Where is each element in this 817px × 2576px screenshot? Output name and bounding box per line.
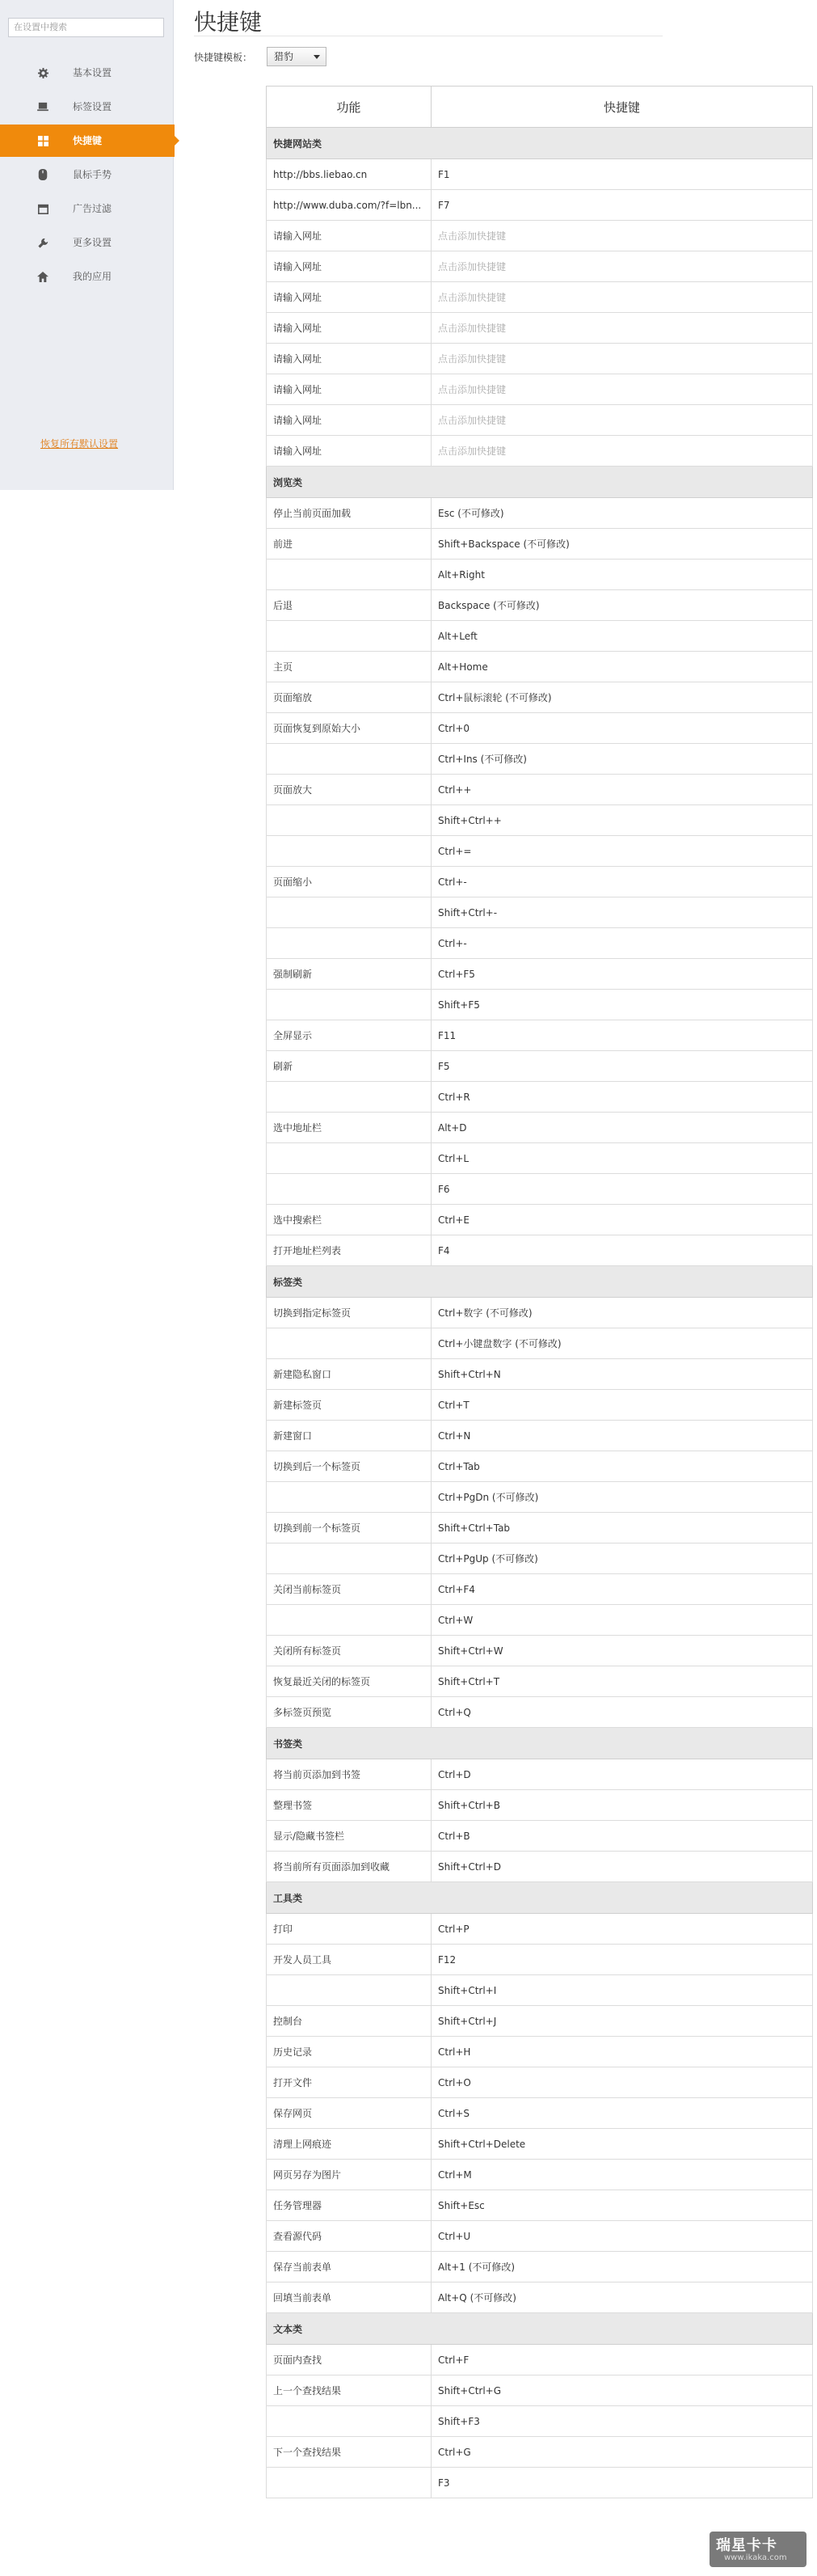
calendar-icon: [37, 203, 48, 214]
table-row: [267, 313, 813, 344]
function-cell: 新建窗口: [267, 1421, 432, 1451]
shortcut-cell[interactable]: 点击添加快捷键: [432, 282, 813, 313]
table-row: [267, 1359, 813, 1390]
table-row: [267, 1666, 813, 1697]
function-cell: 新建标签页: [267, 1390, 432, 1421]
table-row: [267, 959, 813, 990]
table-row: [267, 652, 813, 682]
shortcut-cell[interactable]: Shift+Ctrl+Tab: [432, 1513, 813, 1543]
table-row: [267, 190, 813, 221]
shortcut-cell[interactable]: Ctrl+-: [432, 867, 813, 897]
table-row: [267, 1945, 813, 1975]
function-cell: [267, 1143, 432, 1174]
table-row: [267, 498, 813, 529]
table-row: [267, 1451, 813, 1482]
page-title: 快捷键: [194, 9, 263, 36]
table-row: [267, 2221, 813, 2252]
function-cell: 恢复最近关闭的标签页: [267, 1666, 432, 1697]
shortcut-cell[interactable]: Ctrl+-: [432, 928, 813, 959]
shortcut-cell[interactable]: Shift+Ctrl+B: [432, 1790, 813, 1821]
function-cell: 多标签页预览: [267, 1697, 432, 1728]
table-row: [267, 1051, 813, 1082]
watermark-logo: [710, 2532, 806, 2567]
shortcut-cell[interactable]: Ctrl+Q: [432, 1697, 813, 1728]
function-cell: 关闭当前标签页: [267, 1574, 432, 1605]
category-label: 工具类: [267, 1882, 813, 1914]
table-row: [267, 159, 813, 190]
shortcut-cell[interactable]: Ctrl+S: [432, 2098, 813, 2129]
function-cell[interactable]: http://bbs.liebao.cn: [267, 159, 432, 190]
function-cell: 历史记录: [267, 2037, 432, 2067]
category-label: 标签类: [267, 1266, 813, 1298]
sidebar: [0, 0, 174, 490]
shortcut-cell[interactable]: Alt+Q (不可修改): [432, 2283, 813, 2313]
function-cell: 上一个查找结果: [267, 2375, 432, 2406]
category-row: [267, 2313, 813, 2345]
table-row: [267, 374, 813, 405]
shortcut-cell[interactable]: Esc (不可修改): [432, 498, 813, 529]
shortcut-cell[interactable]: Shift+Backspace (不可修改): [432, 529, 813, 560]
shortcut-cell[interactable]: Alt+D: [432, 1113, 813, 1143]
function-cell[interactable]: 请输入网址: [267, 313, 432, 344]
sidebar-item-3[interactable]: [0, 158, 173, 191]
sidebar-item-2[interactable]: [0, 125, 175, 157]
shortcut-cell[interactable]: Ctrl+H: [432, 2037, 813, 2067]
function-cell: 打开文件: [267, 2067, 432, 2098]
table-row: [267, 2129, 813, 2160]
shortcut-cell[interactable]: Shift+Ctrl+N: [432, 1359, 813, 1390]
function-cell: 切换到指定标签页: [267, 1298, 432, 1328]
function-cell: 回填当前表单: [267, 2283, 432, 2313]
shortcut-cell[interactable]: Ctrl+G: [432, 2437, 813, 2468]
table-row: [267, 897, 813, 928]
shortcut-cell[interactable]: F7: [432, 190, 813, 221]
shortcut-cell[interactable]: Ctrl+F4: [432, 1574, 813, 1605]
function-cell: [267, 1174, 432, 1205]
function-cell: 控制台: [267, 2006, 432, 2037]
home-icon: [37, 271, 48, 282]
function-cell: 切换到前一个标签页: [267, 1513, 432, 1543]
shortcut-cell[interactable]: Ctrl+鼠标滚轮 (不可修改): [432, 682, 813, 713]
function-cell: [267, 897, 432, 928]
table-row: [267, 2252, 813, 2283]
shortcut-cell[interactable]: Ctrl+P: [432, 1914, 813, 1945]
category-label: 浏览类: [267, 467, 813, 498]
table-row: [267, 867, 813, 897]
table-row: [267, 621, 813, 652]
function-cell: 选中地址栏: [267, 1113, 432, 1143]
table-row: [267, 251, 813, 282]
shortcut-cell[interactable]: F4: [432, 1235, 813, 1266]
function-cell: [267, 928, 432, 959]
shortcut-cell[interactable]: Shift+Ctrl+J: [432, 2006, 813, 2037]
restore-defaults-link[interactable]: 恢复所有默认设置: [40, 438, 119, 450]
table-row: [267, 1975, 813, 2006]
shortcut-cell[interactable]: Shift+F3: [432, 2406, 813, 2437]
table-row: [267, 1082, 813, 1113]
shortcut-cell[interactable]: 点击添加快捷键: [432, 405, 813, 436]
function-cell: [267, 560, 432, 590]
function-cell: 页面缩放: [267, 682, 432, 713]
table-row: [267, 713, 813, 744]
shortcut-cell[interactable]: Ctrl+0: [432, 713, 813, 744]
function-cell: [267, 1482, 432, 1513]
function-cell: 选中搜索栏: [267, 1205, 432, 1235]
shortcut-cell[interactable]: Ctrl+PgUp (不可修改): [432, 1543, 813, 1574]
table-row: [267, 2190, 813, 2221]
function-cell: 停止当前页面加载: [267, 498, 432, 529]
function-cell: 刷新: [267, 1051, 432, 1082]
function-cell[interactable]: 请输入网址: [267, 436, 432, 467]
function-cell[interactable]: 请输入网址: [267, 251, 432, 282]
table-row: [267, 1852, 813, 1882]
shortcut-cell[interactable]: Ctrl+T: [432, 1390, 813, 1421]
function-cell: 页面内查找: [267, 2345, 432, 2375]
sidebar-item-label: 更多设置: [73, 237, 112, 248]
table-row: [267, 2006, 813, 2037]
gear-icon: [37, 67, 48, 78]
shortcut-cell[interactable]: F3: [432, 2468, 813, 2498]
shortcut-cell[interactable]: 点击添加快捷键: [432, 221, 813, 251]
sidebar-item-label: 基本设置: [73, 67, 112, 78]
shortcut-cell[interactable]: Alt+Left: [432, 621, 813, 652]
table-row: [267, 344, 813, 374]
grid-icon: [37, 135, 48, 146]
shortcut-cell[interactable]: Ctrl+F: [432, 2345, 813, 2375]
shortcut-cell[interactable]: 点击添加快捷键: [432, 374, 813, 405]
table-row: [267, 221, 813, 251]
table-row: [267, 805, 813, 836]
table-row: [267, 775, 813, 805]
sidebar-item-6[interactable]: [0, 260, 173, 293]
function-cell: [267, 1082, 432, 1113]
watermark-url: www.ikaka.com: [724, 2553, 787, 2562]
table-row: [267, 928, 813, 959]
shortcut-cell[interactable]: F11: [432, 1020, 813, 1051]
function-cell: [267, 836, 432, 867]
category-row: [267, 1266, 813, 1298]
shortcut-cell[interactable]: Shift+Ctrl+I: [432, 1975, 813, 2006]
table-row: [267, 1390, 813, 1421]
function-cell: [267, 1975, 432, 2006]
function-cell: [267, 2468, 432, 2498]
shortcut-cell[interactable]: Ctrl+M: [432, 2160, 813, 2190]
function-cell: 后退: [267, 590, 432, 621]
wrench-icon: [37, 237, 48, 248]
function-cell: 新建隐私窗口: [267, 1359, 432, 1390]
category-row: [267, 467, 813, 498]
chevron-down-icon: [314, 55, 320, 59]
sidebar-item-1[interactable]: [0, 91, 173, 123]
table-row: [267, 1914, 813, 1945]
shortcut-cell[interactable]: Ctrl+R: [432, 1082, 813, 1113]
function-cell: 全屏显示: [267, 1020, 432, 1051]
function-cell: [267, 1543, 432, 1574]
shortcut-cell[interactable]: 点击添加快捷键: [432, 344, 813, 374]
function-cell: 主页: [267, 652, 432, 682]
function-cell[interactable]: 请输入网址: [267, 405, 432, 436]
table-row: [267, 1205, 813, 1235]
table-row: [267, 1298, 813, 1328]
table-row: [267, 436, 813, 467]
shortcut-cell[interactable]: Ctrl+F5: [432, 959, 813, 990]
function-cell: 打开地址栏列表: [267, 1235, 432, 1266]
category-row: [267, 128, 813, 159]
function-cell: 清理上网痕迹: [267, 2129, 432, 2160]
shortcut-cell[interactable]: 点击添加快捷键: [432, 436, 813, 467]
table-row: [267, 1636, 813, 1666]
function-cell: 将当前所有页面添加到收藏: [267, 1852, 432, 1882]
function-cell[interactable]: 请输入网址: [267, 344, 432, 374]
shortcut-cell[interactable]: F12: [432, 1945, 813, 1975]
category-label: 文本类: [267, 2313, 813, 2345]
sidebar-item-label: 鼠标手势: [73, 169, 112, 180]
function-cell: [267, 621, 432, 652]
shortcut-cell[interactable]: Shift+Esc: [432, 2190, 813, 2221]
shortcut-cell[interactable]: Shift+F5: [432, 990, 813, 1020]
shortcut-cell[interactable]: Alt+Home: [432, 652, 813, 682]
header-function: 功能: [267, 87, 432, 128]
mouse-icon: [37, 169, 48, 180]
shortcut-cell[interactable]: Shift+Ctrl+D: [432, 1852, 813, 1882]
shortcut-cell[interactable]: Shift+Ctrl++: [432, 805, 813, 836]
template-select-value: 猎豹: [274, 51, 294, 62]
shortcut-cell[interactable]: Ctrl+Ins (不可修改): [432, 744, 813, 775]
function-cell: 网页另存为图片: [267, 2160, 432, 2190]
table-row: [267, 1113, 813, 1143]
function-cell: 关闭所有标签页: [267, 1636, 432, 1666]
function-cell: 下一个查找结果: [267, 2437, 432, 2468]
shortcut-cell[interactable]: Alt+1 (不可修改): [432, 2252, 813, 2283]
sidebar-item-label: 广告过滤: [73, 203, 112, 214]
function-cell: 打印: [267, 1914, 432, 1945]
table-row: [267, 590, 813, 621]
shortcut-cell[interactable]: F1: [432, 159, 813, 190]
table-row: [267, 1759, 813, 1790]
table-row: [267, 2345, 813, 2375]
table-row: [267, 560, 813, 590]
function-cell: 开发人员工具: [267, 1945, 432, 1975]
shortcut-cell[interactable]: Ctrl+O: [432, 2067, 813, 2098]
function-cell: [267, 2406, 432, 2437]
table-row: [267, 1790, 813, 1821]
shortcut-cell[interactable]: Ctrl+数字 (不可修改): [432, 1298, 813, 1328]
shortcut-cell[interactable]: Shift+Ctrl+T: [432, 1666, 813, 1697]
function-cell: 任务管理器: [267, 2190, 432, 2221]
watermark-text: 瑞星卡卡: [716, 2537, 777, 2554]
function-cell[interactable]: http://www.duba.com/?f=lbn...: [267, 190, 432, 221]
table-row: [267, 2067, 813, 2098]
function-cell: [267, 805, 432, 836]
function-cell: 保存当前表单: [267, 2252, 432, 2283]
table-row: [267, 2437, 813, 2468]
shortcut-cell[interactable]: Ctrl+W: [432, 1605, 813, 1636]
table-row: [267, 2283, 813, 2313]
table-row: [267, 2098, 813, 2129]
function-cell: [267, 744, 432, 775]
category-row: [267, 1882, 813, 1914]
function-cell: [267, 990, 432, 1020]
function-cell: [267, 1605, 432, 1636]
table-row: [267, 2037, 813, 2067]
table-row: [267, 1421, 813, 1451]
function-cell: 前进: [267, 529, 432, 560]
shortcut-cell[interactable]: Shift+Ctrl+G: [432, 2375, 813, 2406]
shortcut-cell[interactable]: Shift+Ctrl+Delete: [432, 2129, 813, 2160]
shortcut-cell[interactable]: Alt+Right: [432, 560, 813, 590]
table-row: [267, 529, 813, 560]
sidebar-item-5[interactable]: [0, 226, 173, 259]
table-row: [267, 1605, 813, 1636]
shortcut-cell[interactable]: F5: [432, 1051, 813, 1082]
function-cell: 将当前页添加到书签: [267, 1759, 432, 1790]
function-cell: 保存网页: [267, 2098, 432, 2129]
sidebar-item-0[interactable]: [0, 57, 173, 89]
sidebar-item-label: 标签设置: [73, 101, 112, 112]
shortcut-cell[interactable]: Ctrl+Tab: [432, 1451, 813, 1482]
shortcut-cell[interactable]: Shift+Ctrl+W: [432, 1636, 813, 1666]
shortcut-cell[interactable]: Ctrl+小键盘数字 (不可修改): [432, 1328, 813, 1359]
table-row: [267, 682, 813, 713]
shortcut-cell[interactable]: 点击添加快捷键: [432, 251, 813, 282]
table-row: [267, 744, 813, 775]
table-row: [267, 405, 813, 436]
header-shortcut: 快捷键: [432, 87, 813, 128]
category-row: [267, 1728, 813, 1759]
function-cell: 页面放大: [267, 775, 432, 805]
shortcut-cell[interactable]: Ctrl+L: [432, 1143, 813, 1174]
shortcut-cell[interactable]: Ctrl++: [432, 775, 813, 805]
table-row: [267, 1574, 813, 1605]
function-cell[interactable]: 请输入网址: [267, 221, 432, 251]
function-cell: 整理书签: [267, 1790, 432, 1821]
sidebar-item-label: 我的应用: [73, 271, 112, 282]
shortcut-table: [266, 86, 813, 2498]
table-row: [267, 1143, 813, 1174]
shortcut-cell[interactable]: Shift+Ctrl+-: [432, 897, 813, 928]
table-row: [267, 1513, 813, 1543]
shortcut-cell[interactable]: Ctrl+N: [432, 1421, 813, 1451]
function-cell: 页面缩小: [267, 867, 432, 897]
table-row: [267, 2160, 813, 2190]
table-row: [267, 1174, 813, 1205]
shortcut-cell[interactable]: 点击添加快捷键: [432, 313, 813, 344]
table-row: [267, 2406, 813, 2437]
table-row: [267, 1482, 813, 1513]
laptop-icon: [37, 101, 48, 112]
shortcut-cell[interactable]: Ctrl+PgDn (不可修改): [432, 1482, 813, 1513]
table-row: [267, 1543, 813, 1574]
shortcut-cell[interactable]: Ctrl+U: [432, 2221, 813, 2252]
function-cell[interactable]: 请输入网址: [267, 282, 432, 313]
category-label: 书签类: [267, 1728, 813, 1759]
table-row: [267, 990, 813, 1020]
template-label: 快捷键模板：: [194, 52, 253, 63]
table-row: [267, 2468, 813, 2498]
shortcut-cell[interactable]: Ctrl+E: [432, 1205, 813, 1235]
function-cell: 查看源代码: [267, 2221, 432, 2252]
sidebar-item-label: 快捷键: [73, 135, 103, 146]
shortcut-cell[interactable]: Backspace (不可修改): [432, 590, 813, 621]
shortcut-cell[interactable]: F6: [432, 1174, 813, 1205]
table-row: [267, 1697, 813, 1728]
table-row: [267, 1821, 813, 1852]
function-cell: 强制刷新: [267, 959, 432, 990]
table-row: [267, 2375, 813, 2406]
function-cell: 页面恢复到原始大小: [267, 713, 432, 744]
table-row: [267, 1235, 813, 1266]
template-select[interactable]: [267, 47, 326, 66]
table-row: [267, 1020, 813, 1051]
category-label: 快捷网站类: [267, 128, 813, 159]
table-row: [267, 282, 813, 313]
table-row: [267, 836, 813, 867]
settings-search-input[interactable]: 在设置中搜索: [8, 18, 164, 37]
table-row: [267, 1328, 813, 1359]
function-cell: [267, 1328, 432, 1359]
shortcut-cell[interactable]: Ctrl+=: [432, 836, 813, 867]
shortcut-cell[interactable]: Ctrl+B: [432, 1821, 813, 1852]
table-header-row: [267, 87, 813, 128]
function-cell[interactable]: 请输入网址: [267, 374, 432, 405]
shortcut-cell[interactable]: Ctrl+D: [432, 1759, 813, 1790]
sidebar-item-4[interactable]: [0, 192, 173, 225]
function-cell: 切换到后一个标签页: [267, 1451, 432, 1482]
function-cell: 显示/隐藏书签栏: [267, 1821, 432, 1852]
